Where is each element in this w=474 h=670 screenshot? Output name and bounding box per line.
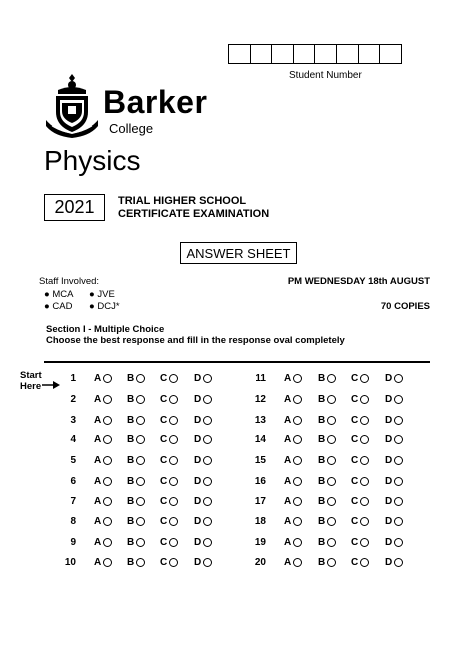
option-letter: D: [385, 394, 393, 405]
response-oval[interactable]: [394, 395, 403, 404]
question-row: [0, 476, 474, 490]
option-letter: D: [194, 516, 202, 527]
student-number-digit-box[interactable]: [379, 44, 402, 64]
question-row: [0, 394, 474, 408]
answer-option-b[interactable]: [318, 496, 336, 507]
response-oval[interactable]: [293, 374, 302, 383]
answer-option-c[interactable]: [351, 516, 369, 527]
response-oval[interactable]: [293, 497, 302, 506]
question-number: 7: [70, 496, 76, 507]
answer-sheet-heading: [180, 242, 297, 264]
question-number: 5: [70, 455, 76, 466]
question-number: 15: [254, 455, 266, 466]
option-letter: B: [318, 516, 326, 527]
option-letter: A: [284, 373, 292, 384]
option-letter: D: [194, 394, 202, 405]
option-letter: C: [160, 455, 168, 466]
question-number: 17: [254, 496, 266, 507]
answer-option-d[interactable]: [385, 415, 403, 426]
question-row: [0, 557, 474, 571]
option-letter: D: [385, 373, 393, 384]
option-letter: B: [318, 557, 326, 568]
question-row: [0, 373, 474, 387]
option-letter: C: [160, 496, 168, 507]
option-letter: C: [160, 557, 168, 568]
option-letter: B: [318, 496, 326, 507]
option-letter: C: [351, 455, 359, 466]
option-letter: B: [318, 455, 326, 466]
response-oval[interactable]: [327, 477, 336, 486]
option-letter: C: [160, 373, 168, 384]
question-number: 9: [70, 537, 76, 548]
option-letter: A: [284, 557, 292, 568]
option-letter: B: [127, 476, 135, 487]
response-oval[interactable]: [394, 497, 403, 506]
option-letter: D: [194, 415, 202, 426]
brand-name: Barker: [103, 84, 208, 120]
student-number-digit-box[interactable]: [314, 44, 337, 64]
option-letter: C: [351, 415, 359, 426]
student-number-digit-box[interactable]: [271, 44, 294, 64]
option-letter: B: [318, 394, 326, 405]
answer-option-b[interactable]: [318, 516, 336, 527]
option-letter: A: [94, 415, 102, 426]
response-oval[interactable]: [394, 477, 403, 486]
option-letter: A: [94, 516, 102, 527]
question-number: 10: [64, 557, 76, 568]
answer-option-c[interactable]: [351, 394, 369, 405]
question-number: 19: [254, 537, 266, 548]
answer-option-c[interactable]: [351, 476, 369, 487]
exam-year: [44, 194, 105, 221]
response-oval[interactable]: [327, 517, 336, 526]
exam-title-line1: TRIAL HIGHER SCHOOL: [118, 195, 247, 207]
start-here-label: Start Here: [20, 370, 42, 392]
option-letter: B: [318, 434, 326, 445]
response-oval[interactable]: [360, 456, 369, 465]
answer-option-d[interactable]: [385, 455, 403, 466]
answer-option-b[interactable]: [318, 476, 336, 487]
response-oval[interactable]: [394, 517, 403, 526]
student-number-label: Student Number: [289, 70, 362, 81]
answer-option-d[interactable]: [385, 476, 403, 487]
subject-title: Physics: [44, 145, 141, 176]
question-number: 16: [254, 476, 266, 487]
answer-option-a[interactable]: [284, 455, 302, 466]
answer-option-a[interactable]: [284, 537, 302, 548]
answer-option-b[interactable]: [318, 455, 336, 466]
question-number: 1: [70, 373, 76, 384]
option-letter: A: [284, 476, 292, 487]
option-letter: C: [351, 537, 359, 548]
response-oval[interactable]: [293, 477, 302, 486]
answer-option-c[interactable]: [351, 373, 369, 384]
question-row: [0, 455, 474, 469]
question-number: 14: [254, 434, 266, 445]
option-letter: C: [160, 394, 168, 405]
response-oval[interactable]: [360, 517, 369, 526]
option-letter: D: [385, 557, 393, 568]
question-number: 13: [254, 415, 266, 426]
option-letter: D: [385, 537, 393, 548]
response-oval[interactable]: [360, 395, 369, 404]
brand-sub: College: [109, 121, 154, 136]
option-letter: A: [284, 415, 292, 426]
student-number-digit-box[interactable]: [228, 44, 251, 64]
answer-option-c[interactable]: [351, 496, 369, 507]
answer-option-b[interactable]: [318, 537, 336, 548]
option-letter: C: [160, 434, 168, 445]
answer-option-b[interactable]: [318, 434, 336, 445]
option-letter: C: [351, 516, 359, 527]
response-oval[interactable]: [327, 558, 336, 567]
answer-option-d[interactable]: [385, 496, 403, 507]
response-oval[interactable]: [327, 416, 336, 425]
option-letter: C: [351, 394, 359, 405]
staff-member: ● JVE: [89, 289, 115, 300]
response-oval[interactable]: [360, 435, 369, 444]
answer-option-d[interactable]: [385, 516, 403, 527]
option-letter: D: [194, 434, 202, 445]
option-letter: A: [94, 557, 102, 568]
option-letter: D: [385, 434, 393, 445]
option-letter: D: [385, 476, 393, 487]
option-letter: B: [127, 455, 135, 466]
answer-option-b[interactable]: [318, 394, 336, 405]
answer-option-c[interactable]: [351, 455, 369, 466]
option-letter: D: [194, 476, 202, 487]
answer-option-a[interactable]: [284, 373, 302, 384]
question-number: 12: [254, 394, 266, 405]
exam-year-text: 2021: [54, 197, 95, 217]
answer-option-a[interactable]: [284, 496, 302, 507]
option-letter: C: [351, 496, 359, 507]
option-letter: B: [127, 373, 135, 384]
option-letter: D: [385, 415, 393, 426]
option-letter: C: [351, 434, 359, 445]
section-title: Section I - Multiple Choice: [46, 324, 165, 335]
staff-member: ● CAD: [44, 301, 73, 312]
option-letter: B: [318, 537, 326, 548]
question-number: 4: [70, 434, 76, 445]
option-letter: C: [351, 476, 359, 487]
option-letter: C: [160, 537, 168, 548]
question-number: 3: [70, 415, 76, 426]
option-letter: B: [127, 394, 135, 405]
option-letter: A: [94, 455, 102, 466]
option-letter: A: [284, 496, 292, 507]
response-oval[interactable]: [394, 558, 403, 567]
response-oval[interactable]: [394, 538, 403, 547]
response-oval[interactable]: [394, 435, 403, 444]
answer-option-a[interactable]: [284, 434, 302, 445]
question-row: [0, 415, 474, 429]
option-letter: C: [351, 557, 359, 568]
response-oval[interactable]: [360, 374, 369, 383]
answer-option-c[interactable]: [351, 434, 369, 445]
answer-option-d[interactable]: [385, 373, 403, 384]
option-letter: D: [194, 455, 202, 466]
answer-option-a[interactable]: [284, 415, 302, 426]
option-letter: B: [127, 516, 135, 527]
response-oval[interactable]: [327, 538, 336, 547]
divider-line: [44, 361, 430, 363]
option-letter: A: [284, 537, 292, 548]
option-letter: A: [284, 394, 292, 405]
student-number-digit-box[interactable]: [250, 44, 273, 64]
section-heading: [46, 324, 345, 346]
student-number-digit-box[interactable]: [358, 44, 381, 64]
answer-option-d[interactable]: [385, 537, 403, 548]
answer-option-b[interactable]: [318, 415, 336, 426]
answer-option-d[interactable]: [385, 394, 403, 405]
option-letter: A: [284, 455, 292, 466]
response-oval[interactable]: [293, 517, 302, 526]
question-number: 18: [254, 516, 266, 527]
response-oval[interactable]: [327, 456, 336, 465]
option-letter: B: [127, 496, 135, 507]
response-oval[interactable]: [293, 435, 302, 444]
option-letter: A: [94, 434, 102, 445]
question-number: 6: [70, 476, 76, 487]
response-oval[interactable]: [327, 497, 336, 506]
answer-option-d[interactable]: [385, 557, 403, 568]
option-letter: A: [94, 394, 102, 405]
copies-count: 70 COPIES: [380, 301, 430, 312]
answer-option-a[interactable]: [284, 516, 302, 527]
response-oval[interactable]: [293, 395, 302, 404]
question-row: [0, 496, 474, 510]
session-date: PM WEDNESDAY 18th AUGUST: [287, 276, 430, 287]
response-oval[interactable]: [293, 416, 302, 425]
answer-option-c[interactable]: [351, 557, 369, 568]
option-letter: B: [318, 476, 326, 487]
response-oval[interactable]: [360, 416, 369, 425]
response-oval[interactable]: [327, 435, 336, 444]
response-oval[interactable]: [394, 456, 403, 465]
student-number-digit-box[interactable]: [336, 44, 359, 64]
option-letter: B: [127, 537, 135, 548]
option-letter: C: [160, 516, 168, 527]
response-oval[interactable]: [327, 374, 336, 383]
question-number: 2: [70, 394, 76, 405]
option-letter: D: [194, 373, 202, 384]
option-letter: A: [94, 537, 102, 548]
response-oval[interactable]: [293, 538, 302, 547]
option-letter: D: [194, 496, 202, 507]
staff-label: Staff Involved:: [39, 276, 100, 287]
response-oval[interactable]: [394, 374, 403, 383]
section-instruction: Choose the best response and fill in the response oval completely: [46, 335, 345, 346]
staff-member: ● MCA: [44, 289, 74, 300]
option-letter: D: [194, 537, 202, 548]
answer-option-a[interactable]: [284, 557, 302, 568]
option-letter: A: [284, 516, 292, 527]
response-oval[interactable]: [293, 456, 302, 465]
answer-sheet-text: ANSWER SHEET: [186, 245, 291, 261]
option-letter: A: [94, 373, 102, 384]
barker-crest-logo: [44, 72, 100, 138]
question-number: 11: [255, 373, 266, 384]
question-number: 20: [254, 557, 266, 568]
option-letter: B: [127, 557, 135, 568]
response-oval[interactable]: [360, 477, 369, 486]
exam-title: [118, 195, 269, 220]
question-row: [0, 537, 474, 551]
option-letter: B: [127, 415, 135, 426]
answer-option-a[interactable]: [284, 476, 302, 487]
staff-member: ● DCJ*: [89, 301, 120, 312]
student-number-boxes: [229, 44, 402, 64]
option-letter: A: [94, 476, 102, 487]
exam-title-line2: CERTIFICATE EXAMINATION: [118, 207, 270, 220]
response-oval[interactable]: [360, 558, 369, 567]
question-number: 8: [70, 516, 76, 527]
option-letter: D: [385, 516, 393, 527]
response-oval[interactable]: [360, 538, 369, 547]
option-letter: A: [284, 434, 292, 445]
answer-option-b[interactable]: [318, 373, 336, 384]
option-letter: B: [127, 434, 135, 445]
option-letter: A: [94, 496, 102, 507]
option-letter: B: [318, 373, 326, 384]
question-row: [0, 516, 474, 530]
option-letter: D: [385, 496, 393, 507]
option-letter: C: [160, 415, 168, 426]
answer-option-c[interactable]: [351, 415, 369, 426]
response-oval[interactable]: [293, 558, 302, 567]
student-number-digit-box[interactable]: [293, 44, 316, 64]
answer-option-d[interactable]: [385, 434, 403, 445]
answer-option-b[interactable]: [318, 557, 336, 568]
response-oval[interactable]: [327, 395, 336, 404]
response-oval[interactable]: [360, 497, 369, 506]
option-letter: D: [385, 455, 393, 466]
answer-option-c[interactable]: [351, 537, 369, 548]
option-letter: B: [318, 415, 326, 426]
option-letter: C: [351, 373, 359, 384]
option-letter: C: [160, 476, 168, 487]
question-row: [0, 434, 474, 448]
answer-option-a[interactable]: [284, 394, 302, 405]
response-oval[interactable]: [394, 416, 403, 425]
option-letter: D: [194, 557, 202, 568]
